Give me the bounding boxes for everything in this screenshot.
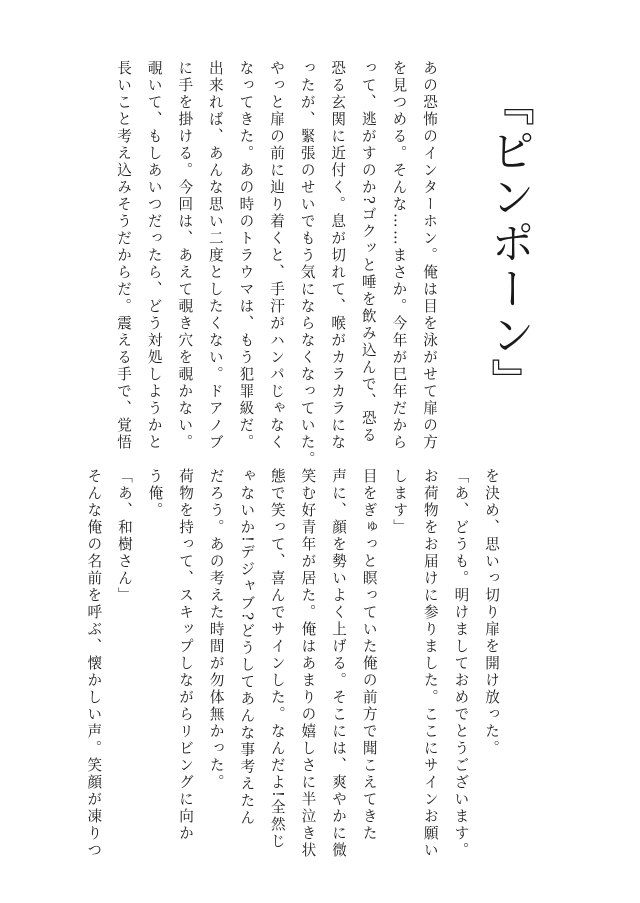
- text-line: お荷物をお届けに参りました。ここにサインお願い: [421, 468, 439, 859]
- text-line: 笑む好青年が居た。俺はあまりの嬉しさに半泣き状: [299, 468, 317, 859]
- text-line: だろう。あの考えた時間が勿体無かった。: [207, 468, 225, 791]
- text-line: 「あ、和樹さん」: [115, 468, 133, 604]
- text-line: を決め、思いっ切り扉を開け放った。: [483, 468, 500, 757]
- text-line: ったが、緊張のせいでもう気にならなくなっていた。: [298, 60, 316, 468]
- text-line: に手を掛ける。今回は、あえて覗き穴を覗かない。: [176, 60, 194, 451]
- text-line: あの恐怖のインターホン。俺は目を泳がせて扉の方: [421, 60, 438, 451]
- text-line: って、逃がすのか?ゴクッと唾を飲み込んで、恐る: [359, 60, 377, 445]
- text-line: します」: [391, 468, 409, 536]
- text-line: 「あ、どうも。明けましておめでとうございます。: [452, 468, 470, 859]
- text-line: う俺。: [146, 468, 164, 519]
- text-line: 恐る玄関に近付く。息が切れて、喉がカラカラにな: [329, 60, 347, 451]
- text-line: 声に、顔を勢いよく上げる。そこには、爽やかに微: [330, 468, 348, 859]
- text-line: 長いこと考え込みそうだからだ。震える手で、覚悟: [115, 60, 133, 451]
- text-line: を見つめる。そんな……まさか。今年が巳年だから: [390, 60, 408, 451]
- text-line: なってきた。あの時のトラウマは、もう犯罪級だ。: [237, 60, 255, 451]
- text-line: 覗いて、もしあいつだったら、どう対処しようかと: [145, 60, 163, 451]
- text-line: そんな俺の名前を呼ぶ、懐かしい声。笑顔が凍りつ: [85, 468, 103, 859]
- text-line: 出来れば、あんな思い二度としたくない。ドアノブ: [206, 60, 224, 451]
- text-block-top: [108, 60, 444, 468]
- story-title: 『ピンポーン』: [483, 82, 534, 404]
- text-block-bottom: [85, 468, 506, 859]
- text-line: 目をぎゅっと瞑っていた俺の前方で聞こえてきた: [360, 468, 378, 842]
- text-line: やっと扉の前に辿り着くと、手汗がハンパじゃなく: [268, 60, 286, 451]
- text-line: 荷物を持って、スキップしながらリビングに向か: [177, 468, 195, 842]
- text-line: 態で笑って、喜んでサインした。なんだよ!全然じ: [268, 468, 286, 851]
- text-line: ゃないか!デジャブ?どうしてあんな事考えたん: [238, 468, 256, 827]
